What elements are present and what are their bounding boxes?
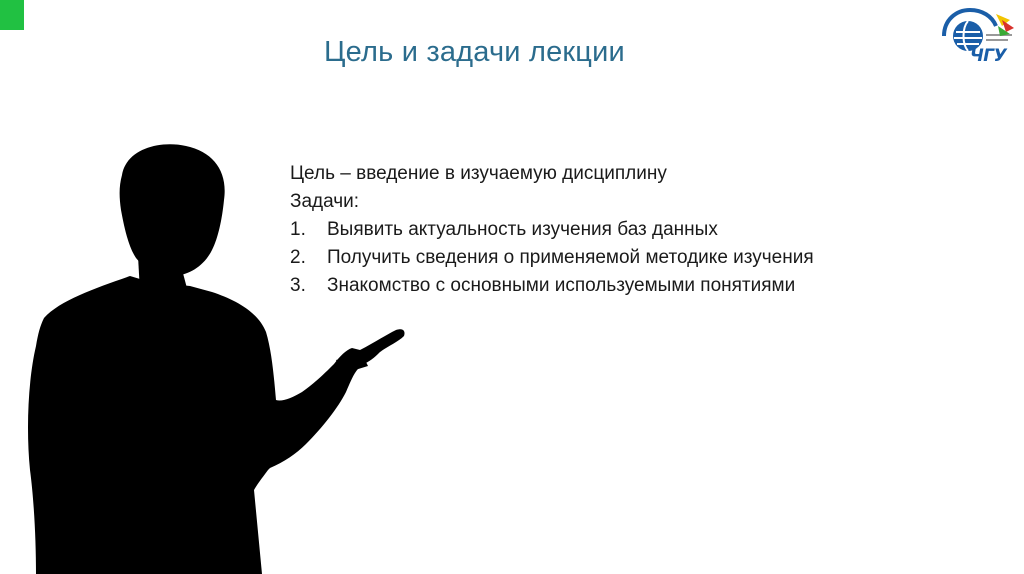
list-item-number: 3.	[290, 275, 306, 296]
list-item-text: Знакомство с основными используемыми понятиями	[327, 275, 796, 296]
list-item-text: Получить сведения о применяемой методике изучения	[327, 247, 814, 268]
slide-title: Цель и задачи лекции	[324, 36, 625, 68]
list-item	[290, 272, 910, 300]
tasks-list	[290, 216, 910, 300]
slide-content	[290, 160, 910, 300]
list-item-number: 1.	[290, 219, 306, 240]
goal-text: Цель – введение в изучаемую дисциплину	[290, 163, 667, 184]
tasks-heading: Задачи:	[290, 191, 360, 212]
logo-label: ЧГУ	[970, 46, 1007, 66]
list-item	[290, 216, 910, 244]
list-item-number: 2.	[290, 247, 306, 268]
list-item	[290, 244, 910, 272]
list-item-text: Выявить актуальность изучения баз данных	[327, 219, 718, 240]
